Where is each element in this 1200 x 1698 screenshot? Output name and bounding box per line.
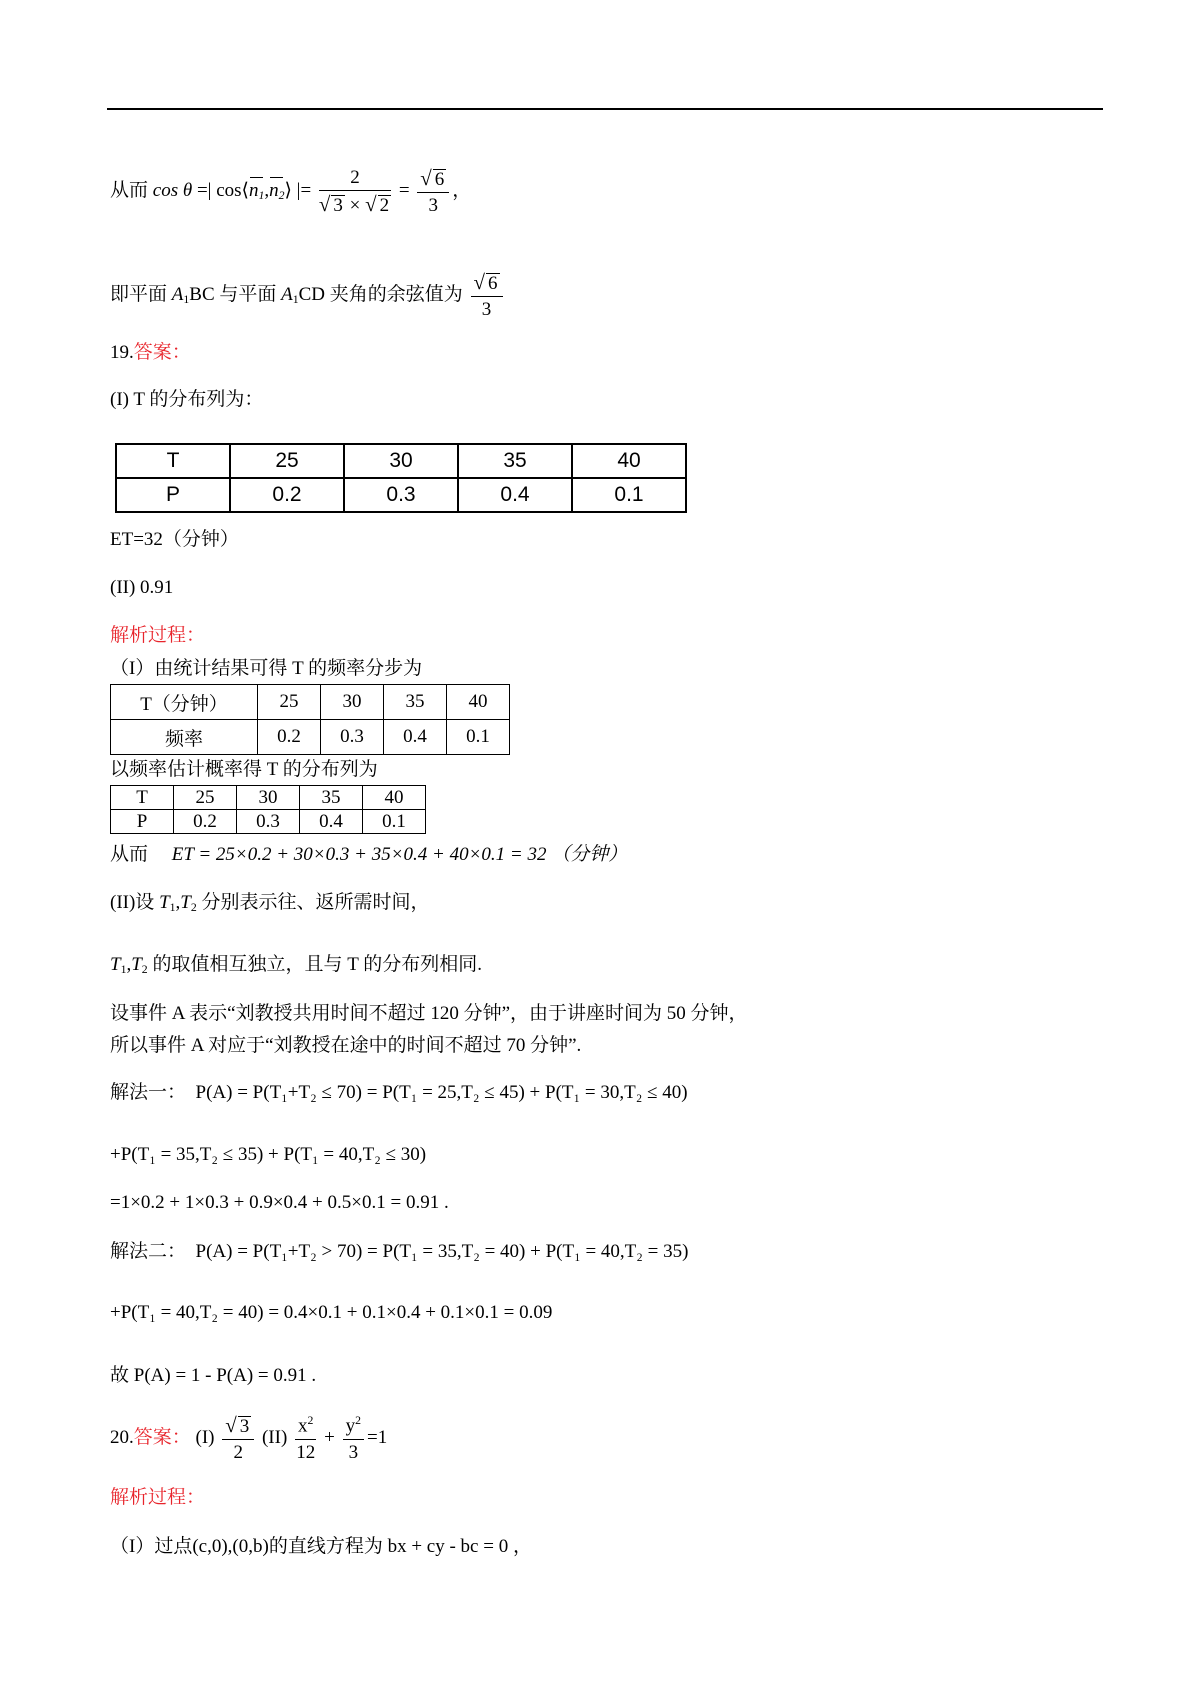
q20-answer: 20.答案： (I) $\frac{√ 3}{2}$ (II) $\frac{x^2}{12}$ + $\frac{y^2}{3}$ =1 <box>110 1413 388 1463</box>
q19-answer-heading: 19.答案： <box>110 342 191 363</box>
angle-cosine-conclusion: 即平面 $A_1BC$ 与平面 $A_1CD$ 夹角的余弦值为 $\frac{√ 6}{3}$ <box>110 272 506 319</box>
method1-line2: +P(T₁ = 35,T₂ ≤ 35) + P(T₁ = 40,T₂ ≤ 30) <box>110 1144 427 1165</box>
frequency-table: T（分钟） 25 30 35 40 频率 0.2 0.3 0.4 0.1 <box>110 684 510 755</box>
method2-line2: +P(T₁ = 40,T₂ = 40) = 0.4×0.1 + 0.1×0.4 + 0.1×0.1 = 0.09 <box>110 1302 553 1323</box>
event-def-2: 所以事件 A 对应于“刘教授在途中的时间不超过 70 分钟”. <box>110 1035 582 1056</box>
method1-line1: 解法一： P(A) = P(T₁+T₂ ≤ 70) = P(T₁ = 25,T₂ ≤ 45) + P(T₁ = 30,T₂ ≤ 40) <box>110 1082 688 1103</box>
expected-value: ET=32（分钟） <box>110 529 239 550</box>
ii-setup: (II)设 $T_1,T_2$ 分别表示往、返所需时间， <box>110 892 430 914</box>
analysis-label: 解析过程： <box>110 625 206 646</box>
method1-line3: =1×0.2 + 1×0.3 + 0.9×0.4 + 0.5×0.1 = 0.91 . <box>110 1192 449 1213</box>
q19-part2: (II) 0.91 <box>110 577 174 598</box>
analysis-part1b: 以频率估计概率得 T 的分布列为 <box>110 759 378 780</box>
fraction-root6-over-3: $\frac{√ 6}{3}$ <box>471 272 503 319</box>
method2-line1: 解法二： P(A) = P(T₁+T₂ > 70) = P(T₁ = 35,T₂ = 40) + P(T₁ = 40,T₂ = 35) <box>110 1241 689 1262</box>
distribution-table: T 25 30 35 40 P 0.2 0.3 0.4 0.1 <box>115 443 687 513</box>
q20-analysis-label: 解析过程： <box>110 1487 206 1508</box>
cos-theta-line: 从而 cos θ =| $\cos⟨n_1,n_2⟩$ |= $\frac{2}{√ 3 \times √ 2}$ = $\frac{√ 6}{3}$ ， <box>110 166 472 216</box>
method2-line3: 故 P(A) = 1 - P(A) = 0.91 . <box>110 1365 317 1386</box>
fraction-x2-over-12: $\frac{x^2}{12}$ <box>296 1414 316 1463</box>
fraction-root6-over-3: $\frac{√ 6}{3}$ <box>417 168 449 215</box>
analysis-part1: （I）由统计结果可得 T 的频率分步为 <box>110 658 423 679</box>
fraction-y2-over-3: $\frac{y^2}{3}$ <box>343 1415 364 1461</box>
fraction-2-over-root3-root2: $\frac{2}{√ 3 \times √ 2}$ <box>318 167 390 216</box>
q20-analysis-line1: （I）过点(c,0),(0,b)的直线方程为 bx + cy - bc = 0 ， <box>110 1536 532 1557</box>
event-def-1: 设事件 A 表示“刘教授共用时间不超过 120 分钟”，由于讲座时间为 50 分钟， <box>110 1003 748 1024</box>
header-rule <box>107 108 1103 110</box>
independence-note: $T_1,T_2$ 的取值相互独立，且与 T 的分布列相同. <box>110 954 482 976</box>
et-formula: 从而 ET = 25×0.2 + 30×0.3 + 35×0.4 + 40×0.1 = 32 （分钟） <box>110 844 628 865</box>
fraction-root3-over-2: $\frac{√ 3}{2}$ <box>222 1415 254 1462</box>
q19-part1: (I) T 的分布列为： <box>110 389 264 410</box>
probability-table: T 25 30 35 40 P 0.2 0.3 0.4 0.1 <box>110 785 426 834</box>
